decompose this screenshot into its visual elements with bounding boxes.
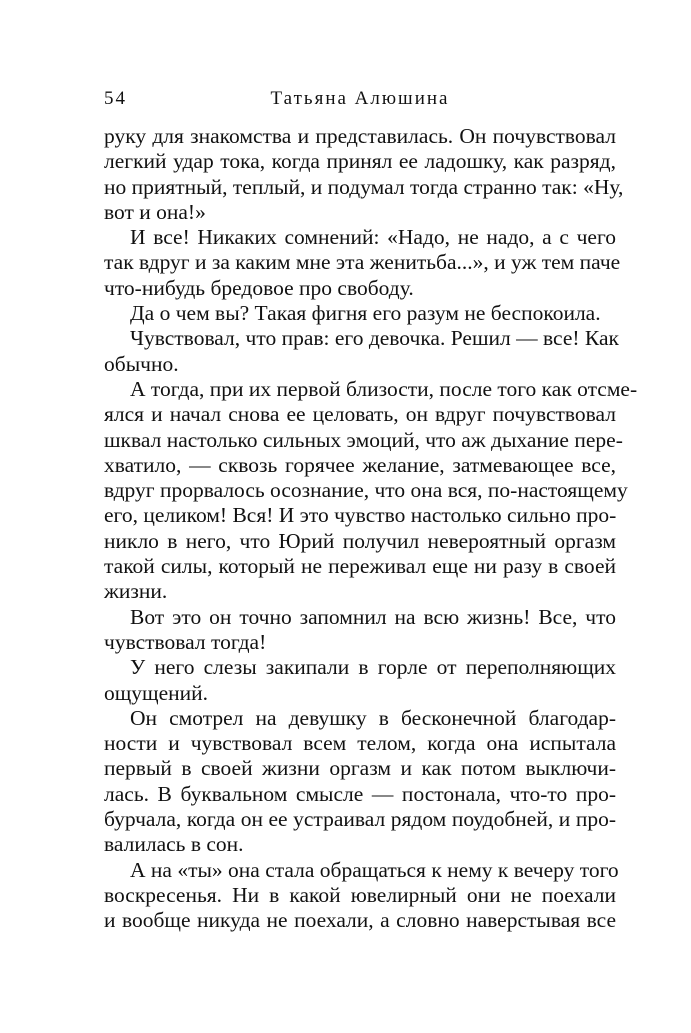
text-line: обычно. [104, 351, 179, 376]
text-line: чувствовал тогда! [104, 629, 267, 654]
text-line: и вообще никуда не поехали, а словно наверстывая все [104, 908, 616, 933]
text-line: ощущений. [104, 680, 209, 705]
text-line: но приятный, теплый, и подумал тогда странно так: «Ну, [104, 174, 624, 199]
text-line: вдруг прорвалось осознание, что она вся, по-настоящему [104, 478, 628, 503]
body-text [104, 124, 638, 934]
running-title: Татьяна Алюшина [270, 88, 450, 109]
text-line: Вот это он точно запомнил на всю жизнь! Все, что [130, 604, 616, 629]
text-line: ялся и начал снова ее целовать, он вдруг почувствовал [104, 402, 616, 427]
text-line: первый в своей жизни оргазм и как потом выключи- [104, 756, 616, 781]
page-number: 54 [104, 88, 127, 109]
text-line: легкий удар тока, когда принял ее ладошку, как разряд, [104, 149, 616, 174]
text-line: так вдруг и за каким мне эта женитьба...», и уж тем паче [104, 250, 621, 275]
text-line: А тогда, при их первой близости, после того как отсме- [130, 376, 638, 401]
text-line: А на «ты» она стала обращаться к нему к вечеру того [130, 857, 619, 882]
text-line: вот и она!» [104, 199, 206, 224]
text-line: Он смотрел на девушку в бесконечной благодар- [130, 705, 616, 730]
text-line: И все! Никаких сомнений: «Надо, не надо, а с чего [130, 225, 616, 250]
text-line: шквал настолько сильных эмоций, что аж дыхание пере- [104, 427, 623, 452]
text-line: валилась в сон. [104, 832, 244, 857]
text-line: его, целиком! Вся! И это чувство настолько сильно про- [104, 503, 617, 528]
text-line: воскресенья. Ни в какой ювелирный они не поехали [104, 882, 616, 907]
text-line: никло в него, что Юрий получил невероятный оргазм [104, 528, 616, 553]
page-header [104, 88, 616, 116]
text-line: руку для знакомства и представилась. Он почувствовал [104, 124, 616, 148]
text-line: лась. В буквальном смысле — постонала, что-то про- [104, 781, 616, 806]
text-line: жизни. [104, 579, 168, 604]
text-line: такой силы, который не переживал еще ни разу в своей [104, 554, 616, 579]
text-line: Да о чем вы? Такая фигня его разум не беспокоила. [130, 301, 601, 326]
text-line: ности и чувствовал всем телом, когда она испытала [104, 731, 616, 756]
text-line: Чувствовал, что прав: его девочка. Решил — все! Как [130, 326, 619, 351]
text-line: что-нибудь бредовое про свободу. [104, 275, 414, 300]
text-line: бурчала, когда он ее устраивал рядом поудобней, и про- [104, 807, 616, 832]
text-line: У него слезы закипали в горле от переполняющих [130, 655, 616, 680]
text-line: хватило, — сквозь горячее желание, затмевающее все, [104, 452, 616, 477]
